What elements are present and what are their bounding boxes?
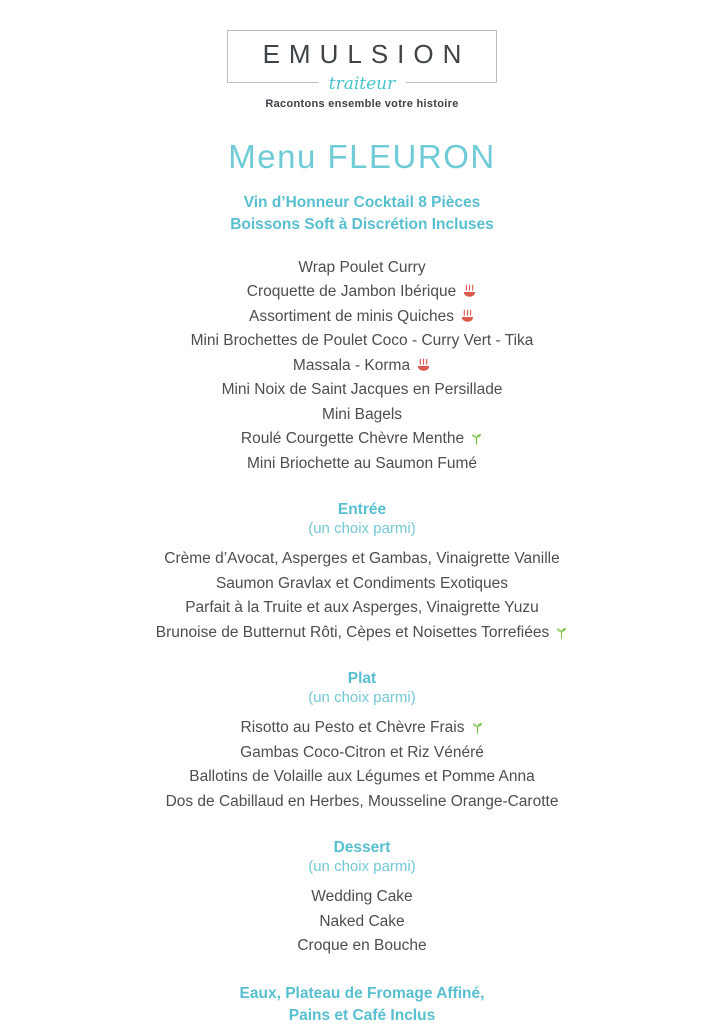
section-subheading: (un choix parmi) — [308, 858, 416, 876]
menu-item-text: Ballotins de Volaille aux Légumes et Pomme Anna — [189, 768, 535, 786]
logo-box — [227, 30, 498, 94]
menu-title: Menu FLEURON — [228, 137, 496, 175]
section-heading: Dessert — [333, 839, 391, 857]
menu-item — [0, 910, 724, 935]
menu-item — [0, 378, 724, 403]
hot-dish-icon — [460, 309, 475, 323]
section-subheading: (un choix parmi) — [308, 520, 416, 538]
menu-item — [0, 596, 724, 621]
footer-note — [0, 983, 724, 1024]
cocktail-items-list — [0, 256, 724, 477]
menu-item — [0, 716, 724, 741]
menu-item — [0, 280, 724, 305]
footer-line-2: Pains et Café Inclus — [288, 1006, 436, 1024]
menu-item — [0, 547, 724, 572]
logo-tagline: Racontons ensemble votre histoire — [265, 97, 459, 110]
menu-item-text: Parfait à la Truite et aux Asperges, Vinaigrette Yuzu — [185, 599, 539, 617]
menu-item-text: Roulé Courgette Chèvre Menthe — [240, 430, 465, 448]
menu-item-text: Wrap Poulet Curry — [298, 258, 426, 276]
section-items-list — [0, 547, 724, 645]
menu-item — [0, 765, 724, 790]
menu-item-text: Saumon Gravlax et Condiments Exotiques — [215, 574, 509, 592]
menu-item-text: Assortiment de minis Quiches — [248, 307, 455, 325]
menu-item — [0, 572, 724, 597]
intro-line-2: Boissons Soft à Discrétion Incluses — [230, 215, 494, 233]
menu-section-dessert — [0, 838, 724, 959]
logo — [0, 30, 724, 110]
logo-wordmark: EMULSION — [262, 39, 471, 69]
intro-note — [0, 192, 724, 236]
menu-item-text: Brunoise de Butternut Rôti, Cèpes et Noisettes Torrefiées — [155, 623, 550, 641]
section-items-list — [0, 716, 724, 814]
section-heading: Plat — [347, 670, 377, 688]
menu-item — [0, 305, 724, 330]
menu-item — [0, 452, 724, 477]
hot-dish-icon — [416, 358, 431, 372]
logo-script: traiteur — [319, 74, 406, 94]
section-items-list — [0, 885, 724, 959]
menu-item — [0, 256, 724, 281]
menu-item-text: Croque en Bouche — [297, 937, 427, 955]
vegetarian-icon — [471, 721, 484, 734]
footer-line-1: Eaux, Plateau de Fromage Affiné, — [239, 984, 485, 1002]
menu-item-text: Dos de Cabillaud en Herbes, Mousseline Orange-Carotte — [165, 792, 559, 810]
menu-item — [0, 403, 724, 428]
intro-line-1: Vin d’Honneur Cocktail 8 Pièces — [243, 193, 481, 211]
menu-item — [0, 329, 724, 354]
vegetarian-icon — [555, 626, 568, 639]
menu-item-text: Gambas Coco-Citron et Riz Vénéré — [240, 743, 484, 761]
menu-section-entree — [0, 500, 724, 645]
menu-item-text: Mini Noix de Saint Jacques en Persillade — [221, 381, 503, 399]
menu-item-text: Massala - Korma — [292, 356, 411, 374]
vegetarian-icon — [470, 432, 483, 445]
menu-item-text: Crème d’Avocat, Asperges et Gambas, Vinaigrette Vanille — [164, 550, 560, 568]
menu-section-plat — [0, 669, 724, 814]
menu-item — [0, 790, 724, 815]
menu-item — [0, 741, 724, 766]
section-subheading: (un choix parmi) — [308, 689, 416, 707]
menu-item-text: Naked Cake — [319, 912, 405, 930]
menu-item — [0, 427, 724, 452]
menu-item-text: Mini Bagels — [321, 405, 403, 423]
menu-item — [0, 885, 724, 910]
menu-item-text: Croquette de Jambon Ibérique — [246, 283, 457, 301]
menu-item — [0, 621, 724, 646]
menu-item-text: Risotto au Pesto et Chèvre Frais — [240, 719, 465, 737]
menu-item-text: Wedding Cake — [311, 888, 413, 906]
section-heading: Entrée — [337, 501, 387, 519]
course-sections — [0, 500, 724, 959]
menu-item — [0, 934, 724, 959]
hot-dish-icon — [462, 284, 477, 298]
menu-item — [0, 354, 724, 379]
menu-item-text: Mini Brochettes de Poulet Coco - Curry Vert - Tika — [190, 332, 534, 350]
menu-item-text: Mini Briochette au Saumon Fumé — [246, 454, 478, 472]
